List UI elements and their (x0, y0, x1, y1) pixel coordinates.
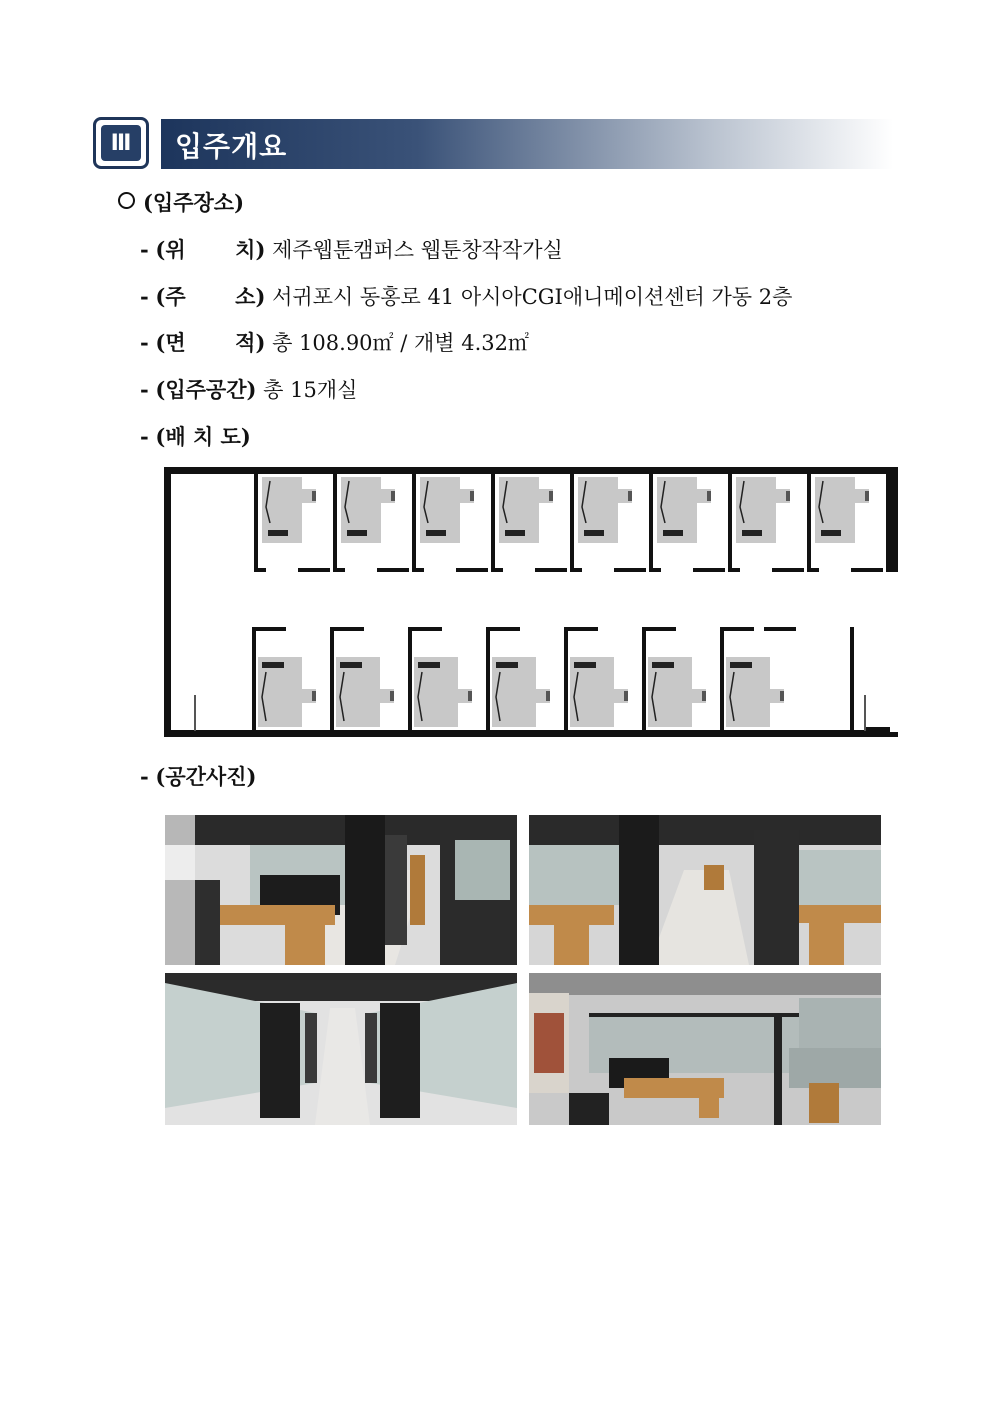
monitor (505, 530, 525, 536)
room-wall (850, 627, 854, 735)
item-area (140, 327, 529, 357)
room-wall (491, 568, 503, 572)
room-wall (333, 568, 345, 572)
room-wall (642, 627, 676, 631)
room-wall (570, 568, 582, 572)
item-label: (입주공간) (155, 377, 257, 402)
wall-left (164, 467, 171, 737)
room-wall (564, 627, 568, 735)
chair-back (470, 491, 474, 501)
room-wall (649, 467, 653, 572)
monitor (418, 662, 440, 668)
room-wall (649, 568, 661, 572)
monitor (426, 530, 446, 536)
chair-back (549, 491, 553, 501)
item-value: 총 15개실 (263, 378, 358, 402)
room-wall (330, 627, 364, 631)
section-number: Ⅲ (101, 125, 141, 161)
item-label: (배 치 도) (155, 424, 251, 449)
room-wall (456, 568, 488, 572)
room-wall (728, 467, 732, 572)
room-wall (772, 568, 804, 572)
wall-bottom (164, 730, 898, 737)
dash: - (140, 764, 149, 789)
dash: - (140, 284, 149, 309)
room-wall (377, 568, 409, 572)
item-location (140, 234, 563, 264)
item-label (155, 327, 265, 357)
dash: - (140, 424, 149, 449)
chair-back (468, 691, 472, 701)
room-wall (254, 568, 266, 572)
chair-back (546, 691, 550, 701)
item-layout (140, 421, 251, 451)
monitor (821, 530, 841, 536)
section-number-box (93, 117, 149, 169)
room-wall (412, 467, 416, 572)
chair-back (312, 691, 316, 701)
room-wall (408, 627, 412, 735)
room-wall (564, 627, 598, 631)
room-wall (298, 568, 330, 572)
chair-back (780, 691, 784, 701)
wall-top (164, 467, 898, 474)
room-wall (252, 627, 256, 735)
item-value: 제주웹툰캠퍼스 웹툰창작작가실 (272, 238, 563, 262)
chair-back (786, 491, 790, 501)
monitor (730, 662, 752, 668)
chair-back (628, 491, 632, 501)
section-title: 입주개요 (175, 130, 288, 163)
item-label (155, 281, 265, 311)
monitor (584, 530, 604, 536)
monitor (652, 662, 674, 668)
photo-overhead-cubicles (529, 973, 881, 1125)
dash: - (140, 377, 149, 402)
chair-back (624, 691, 628, 701)
wall-right-gap (890, 572, 898, 732)
item-value: 서귀포시 동홍로 41 아시아CGI애니메이션센터 가동 2층 (272, 285, 793, 309)
room-wall (486, 627, 520, 631)
room-wall (642, 627, 646, 735)
room-wall (412, 568, 424, 572)
dash: - (140, 237, 149, 262)
chair-back (707, 491, 711, 501)
room-wall (720, 627, 754, 631)
photos-heading (140, 761, 256, 791)
room-wall (330, 627, 334, 735)
label-part: (주 (155, 284, 186, 309)
chair-back (702, 691, 706, 701)
room-wall (851, 568, 883, 572)
label-part: (위 (155, 237, 186, 262)
section-title-bar (161, 119, 893, 169)
room-wall (764, 627, 796, 631)
room-wall (614, 568, 646, 572)
label-part: 치) (235, 237, 266, 262)
photos-heading-label: (공간사진) (155, 764, 257, 789)
door-mark (864, 695, 866, 731)
room-wall (486, 627, 490, 735)
monitor (262, 662, 284, 668)
monitor (663, 530, 683, 536)
room-wall (807, 568, 819, 572)
door-mark (194, 695, 196, 731)
room-wall (252, 627, 286, 631)
chair-back (391, 491, 395, 501)
label-part: 적) (235, 330, 266, 355)
room-wall (535, 568, 567, 572)
monitor (496, 662, 518, 668)
photo-corridor-glass-partitions (165, 973, 517, 1125)
floor-plan-drawing (164, 467, 898, 737)
monitor (574, 662, 596, 668)
chair-back (312, 491, 316, 501)
chair-back (390, 691, 394, 701)
label-part: 소) (235, 284, 266, 309)
label-part: (면 (155, 330, 186, 355)
bullet-heading-label: (입주장소) (143, 190, 245, 215)
room-wall (720, 627, 724, 735)
room-wall (693, 568, 725, 572)
room-wall (728, 568, 740, 572)
photo-grid (165, 815, 882, 1125)
monitor (268, 530, 288, 536)
room-wall (254, 467, 258, 572)
monitor (742, 530, 762, 536)
floor-plan (164, 467, 898, 737)
room-wall (408, 627, 442, 631)
circle-bullet-icon (118, 192, 135, 209)
item-address (140, 281, 792, 311)
room-wall (491, 467, 495, 572)
bullet-heading (118, 187, 244, 217)
dash: - (140, 330, 149, 355)
room-wall (570, 467, 574, 572)
item-spaces (140, 374, 357, 404)
monitor (347, 530, 367, 536)
item-label (155, 234, 265, 264)
chair-back (865, 491, 869, 501)
section-header (93, 117, 893, 171)
room-wall (886, 467, 890, 572)
item-value: 총 108.90㎡ / 개별 4.32㎡ (272, 331, 529, 355)
photo-corridor-desk-left (165, 815, 517, 965)
room-wall (807, 467, 811, 572)
monitor (340, 662, 362, 668)
room-wall (333, 467, 337, 572)
room-wall (886, 568, 898, 572)
photo-corridor-desk-right (529, 815, 881, 965)
